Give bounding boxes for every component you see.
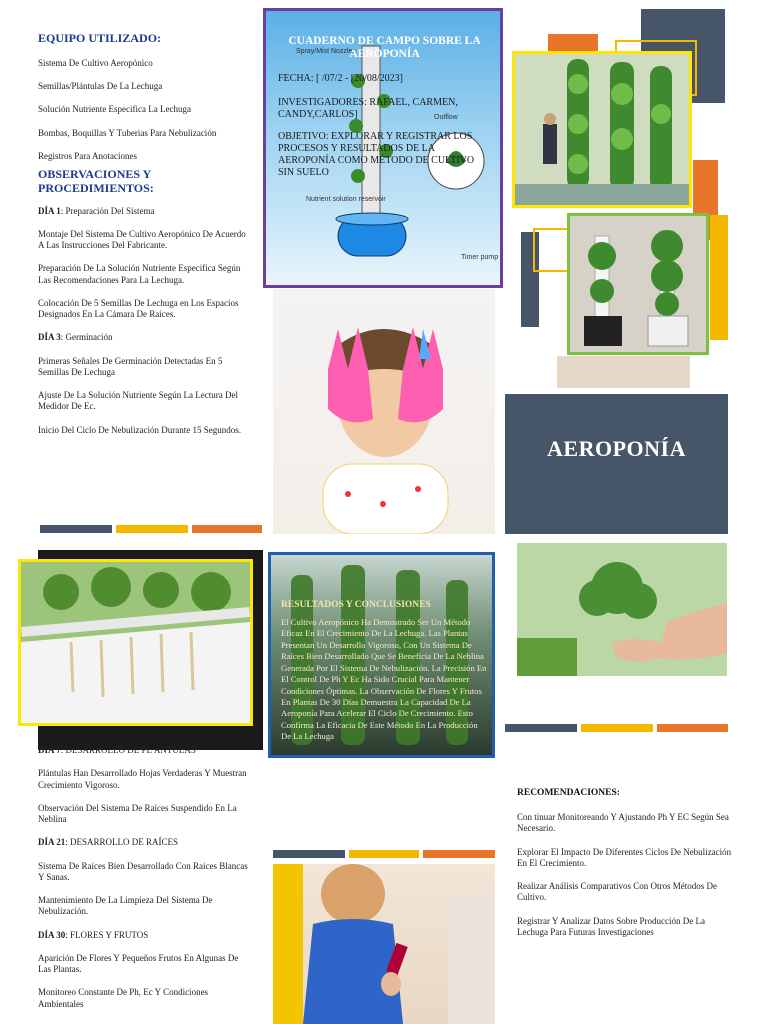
divider-bar (192, 525, 262, 533)
tower-pots-photo (567, 213, 709, 355)
recomendacion-item: Con tinuar Monitoreando Y Ajustando Ph Y EC Según Sea Necesario. (517, 812, 729, 834)
recomendaciones-heading: RECOMENDACIONES: (517, 788, 620, 798)
equipo-item: Solución Nutriente Especifica La Lechuga (38, 104, 191, 115)
equipo-section (38, 32, 253, 448)
suspended-roots-image (21, 562, 250, 723)
dia1-item: Preparación De La Solución Nutriente Especifica Según Las Recomendaciones Para La Lechuga. (38, 263, 241, 285)
lettuce-hands-photo (517, 543, 727, 676)
dia21-item: Sistema De Raíces Bien Desarrollado Con Raíces Blancas Y Sanas. (38, 860, 248, 882)
divider-bar (423, 850, 495, 858)
diagram-outflow-label: Outflow (434, 114, 458, 121)
dia30-item: Monitoreo Constante De Ph, Ec Y Condiciones Ambientales (38, 987, 209, 1009)
dia30-header (38, 930, 253, 941)
dia21-title: : DESARROLLO DE RAÍCES (65, 837, 179, 848)
banner-title: AEROPONÍA (547, 436, 686, 461)
child-photo (273, 289, 495, 534)
resultados-body: El Cultivo Aeropónico Ha Demostrado Ser Un Método Eficaz En El Crecimiento De La Lechuga. Las Plantas Presentan Un Desarrollo Vigoroso, Con Un Sistema De Raíces Bien Desarrollado Que Se Beneficia De La Neblina Generada Por El Sistema De Nebulización. La Precisión En El Control De Ph Y Ec Ha Sido Crucial Para Mantener Condiciones Óptimas. La Observación De Flores Y Frutos En Plantas De 30 Días Demuestra La Capacidad De La Aeroponía Para Acelerar El Ciclo De Crecimiento. Esto Confirma La Eficacia De Este Método En La Producción De La Lechuga (281, 617, 487, 742)
cover-title: CUADERNO DE CAMPO SOBRE LA AEROPONÍA (288, 35, 481, 61)
dia1-header (38, 206, 253, 217)
resultados-card (268, 552, 495, 758)
aeroponia-banner (505, 394, 728, 534)
vertical-towers-image (515, 54, 689, 205)
diagram-nozzles-label: Spray/Mist Nozzles (296, 48, 356, 55)
dia7-header (38, 745, 253, 756)
dia1-item: Colocación De 5 Semillas De Lechuga en Los Espacios Designados En La Cámara De Raíces. (38, 297, 239, 320)
dia3-item: Inicio Del Ciclo De Nebulización Durante 15 Segundos. (38, 424, 241, 435)
dia21-label: DÍA 21 (38, 837, 66, 848)
painting-child-photo (273, 864, 495, 1024)
tower-garden-photo (512, 51, 692, 208)
dia1-title: : Preparación Del Sistema (60, 205, 155, 216)
divider-bar (116, 525, 188, 533)
equipo-item: Bombas, Boquillas Y Tuberias Para Nebulización (38, 127, 217, 138)
recomendaciones-section (517, 788, 732, 950)
equipo-item: Sistema De Cultivo Aeropónico (38, 57, 153, 68)
recomendacion-item: Registrar Y Analizar Datos Sobre Producción De La Lechuga Para Futuras Investigaciones (517, 915, 706, 937)
dia1-item: Montaje Del Sistema De Cultivo Aeropónico De Acuerdo A Las Instrucciones Del Fabricante. (38, 228, 246, 251)
divider-bar (40, 525, 112, 533)
hands-notebook-photo (557, 356, 690, 388)
child-painting-image (273, 864, 495, 1024)
divider-bar (505, 724, 577, 732)
dia3-label: DÍA 3 (38, 332, 61, 343)
deco-square (710, 215, 728, 340)
dia7-title: : DESARROLLO DE PL ÁNTULAS (60, 745, 196, 755)
cover-fecha: FECHA: [ /07/2 - [20/08/2023] (278, 73, 403, 84)
diagram-reservoir-label: Nutrient solution reservoir (306, 196, 386, 203)
equipo-item: Semillas/Plántulas De La Lechuga (38, 81, 163, 92)
diagram-timer-label: Timer pump (461, 254, 499, 261)
dia3-item: Primeras Señales De Germinación Detectadas En 5 Semillas De Lechuga (38, 355, 223, 377)
lettuce-in-hands-image (517, 543, 727, 676)
roots-photo (18, 559, 253, 726)
recomendacion-item: Explorar El Impacto De Diferentes Ciclos De Nebulización En El Crecimiento. (517, 846, 732, 868)
divider-bar (657, 724, 728, 732)
cover-investigadores: INVESTIGADORES: RAFAEL, CARMEN, CANDY,CARLOS] (278, 97, 458, 120)
dia7-item: Plántulas Han Desarrollado Hojas Verdaderas Y Muestran Crecimiento Vigoroso. (38, 768, 247, 790)
dia7-label: DÍA 7 (38, 745, 61, 755)
cover-card (263, 8, 503, 288)
resultados-heading: RESULTADOS Y CONCLUSIONES (281, 600, 431, 610)
dia7-item: Observación Del Sistema De Raíces Suspendido En La Neblina (38, 802, 237, 824)
divider-bar (349, 850, 419, 858)
equipo-item: Registros Para Anotaciones (38, 150, 137, 161)
dia3-header (38, 332, 253, 343)
dia30-title: : FLORES Y FRUTOS (65, 929, 149, 940)
cover-objetivo: OBJETIVO: EXPLORAR Y REGISTRAR LOS PROCESOS Y RESULTADOS DE LA AEROPONÍA COMO MÉTODO DE CULTIVO SIN SUELO (278, 131, 475, 178)
dia1-label: DÍA 1 (38, 205, 61, 216)
dia30-label: DÍA 30 (38, 929, 66, 940)
divider-bar (273, 850, 345, 858)
tower-pots-image (570, 216, 706, 352)
recomendacion-item: Realizar Análisis Comparativos Con Otros Métodos De Cultivo. (517, 881, 717, 903)
divider-bar (581, 724, 653, 732)
equipo-heading: EQUIPO UTILIZADO: (38, 31, 162, 45)
dias-section (38, 745, 253, 1022)
dia3-item: Ajuste De La Solución Nutriente Según La Lectura Del Medidor De Ec. (38, 390, 238, 412)
child-hands-image (273, 289, 495, 534)
dia21-header (38, 837, 253, 848)
dia21-item: Mantenimiento De La Limpieza Del Sistema De Nebulización. (38, 895, 213, 917)
dia30-item: Aparición De Flores Y Pequeños Frutos En Algunas De Las Plantas. (38, 952, 239, 974)
observaciones-heading: OBSERVACIONES Y PROCEDIMIENTOS: (38, 167, 154, 195)
deco-square (548, 34, 598, 52)
dia3-title: : Germinación (60, 332, 113, 343)
